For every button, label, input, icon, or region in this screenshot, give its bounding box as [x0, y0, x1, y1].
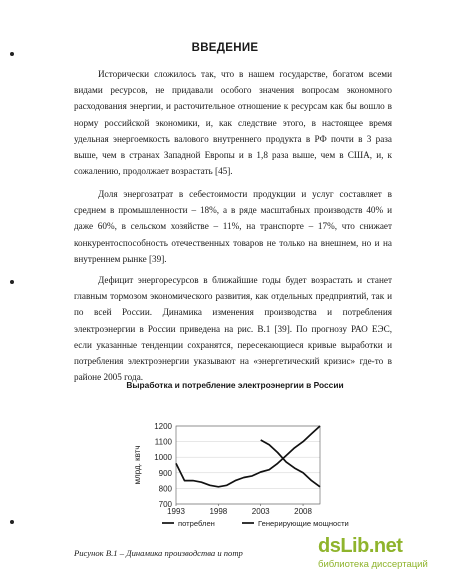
chart-legend: [162, 519, 349, 528]
paragraph-3: Дефицит энергоресурсов в ближайшие годы будет возрастать и станет главным тормозом экономического развития, как отдельных предприятий, так и по всей России. Динамика изменения производства и потребления электроэнергии в России приведена на рис. В.1 [39]. По прогнозу РАО ЕЭС, если указанные тенденции сохранятся, пересекающиеся кривые выработки и потребления электроэнергии указывают на «энергетический кризис» где-то в районе 2005 года.: [74, 275, 392, 383]
paragraph-2: Доля энергозатрат в себестоимости продукции и услуг составляет в среднем в промышленности – 18%, а в ряде масштабных производств 40% и даже 60%, в сельском хозяйстве – 11%, на транспорте – 17%, что снижает конкурентоспособность отечественных товаров не только на внешнем, но и на внутреннем рынке [39].: [74, 189, 392, 264]
chart-gridlines: [176, 426, 320, 504]
margin-mark-bottom: [10, 520, 14, 524]
y-tick-label: 1200: [154, 422, 172, 431]
chart-series: [176, 426, 320, 487]
paragraph-1: Исторически сложилось так, что в нашем государстве, богатом всеми видами ресурсов, не придавали особого значения вопросам экономного расходования энергии, и расточительное отношение к ресурсам как бы вошло в норму российской экономики, и, как следствие этого, в настоящее время удельная энергоемкость валового внутреннего продукта в РФ почти в 3 раза выше, чем в странах Западной Европы и в 1,8 раза выше, чем в США, и, к сожалению, продолжает возрастать [45].: [74, 69, 392, 177]
y-tick-label: 900: [158, 468, 172, 478]
chart-title: Выработка и потребление электроэнергии в России: [126, 380, 344, 390]
page-title: ВВЕДЕНИЕ: [191, 42, 259, 54]
figure-caption: Рисунок В.1 – Динамика производства и потр: [74, 548, 243, 558]
series-line-1: [176, 426, 320, 487]
legend-label: потреблен: [178, 519, 215, 528]
chart-axes: [133, 422, 320, 516]
y-tick-label: 1000: [154, 453, 172, 463]
margin-mark-middle: [10, 280, 14, 284]
x-tick-label: 1993: [167, 507, 185, 516]
legend-label: Генерирующие мощности: [258, 519, 349, 528]
plot-frame: [176, 426, 320, 504]
x-tick-label: 1998: [209, 507, 228, 516]
series-line-2: [261, 440, 320, 487]
y-tick-label: 800: [158, 484, 172, 494]
y-tick-label: 700: [158, 500, 172, 509]
dslib-watermark-logo: dsLib.net библиотека диссертаций: [318, 535, 428, 570]
x-tick-label: 2003: [251, 507, 270, 516]
line-chart: [130, 408, 350, 534]
y-tick-label: 1100: [154, 437, 172, 447]
x-tick-label: 2008: [294, 507, 312, 516]
y-axis-label: млрд. квтч: [133, 445, 142, 485]
